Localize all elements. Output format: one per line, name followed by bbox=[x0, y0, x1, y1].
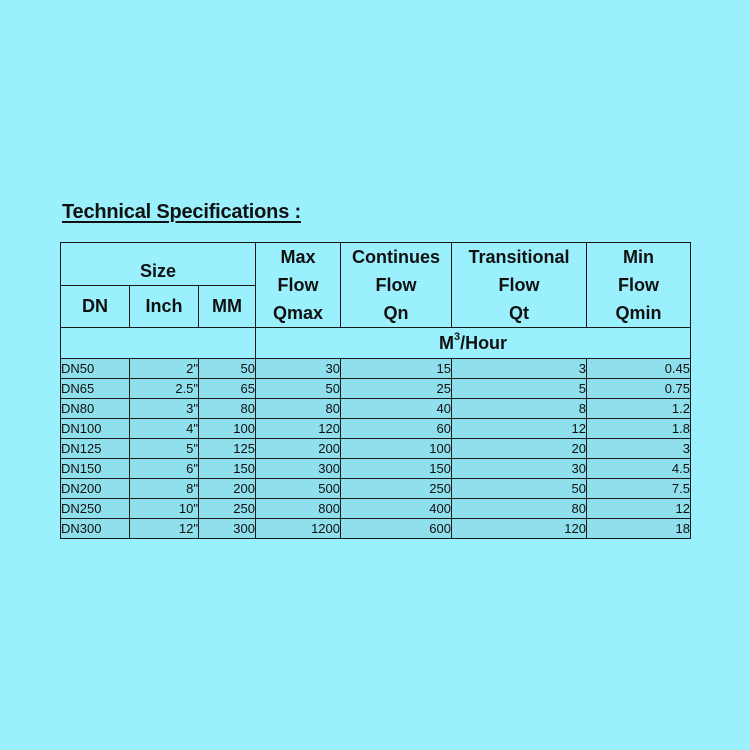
spec-table bbox=[60, 242, 691, 539]
cell-inch: 2" bbox=[130, 359, 199, 379]
cell-qn: 150 bbox=[341, 459, 452, 479]
cell-inch: 4" bbox=[130, 419, 199, 439]
cell-qmin: 0.75 bbox=[587, 379, 691, 399]
cell-qmax: 500 bbox=[256, 479, 341, 499]
cell-mm: 65 bbox=[199, 379, 256, 399]
cell-qt: 80 bbox=[452, 499, 587, 519]
cell-dn: DN250 bbox=[61, 499, 130, 519]
cell-mm: 100 bbox=[199, 419, 256, 439]
min-flow-header bbox=[587, 243, 691, 328]
max-flow-label-3: Qmax bbox=[272, 303, 324, 323]
max-flow-label-2: Flow bbox=[277, 275, 319, 295]
cell-inch: 8" bbox=[130, 479, 199, 499]
table-row bbox=[61, 499, 691, 519]
cell-dn: DN50 bbox=[61, 359, 130, 379]
inch-header: Inch bbox=[130, 285, 199, 328]
max-flow-header bbox=[256, 243, 341, 328]
cell-qt: 8 bbox=[452, 399, 587, 419]
cell-qt: 30 bbox=[452, 459, 587, 479]
cell-dn: DN65 bbox=[61, 379, 130, 399]
table-row bbox=[61, 439, 691, 459]
table-row bbox=[61, 519, 691, 539]
cell-mm: 50 bbox=[199, 359, 256, 379]
cell-qn: 100 bbox=[341, 439, 452, 459]
cell-qmin: 18 bbox=[587, 519, 691, 539]
unit-superscript: 3 bbox=[453, 330, 461, 343]
cell-qn: 400 bbox=[341, 499, 452, 519]
transitional-flow-label-1: Transitional bbox=[468, 247, 570, 267]
unit-blank-cell bbox=[61, 328, 256, 359]
cell-qmax: 120 bbox=[256, 419, 341, 439]
cell-qmin: 12 bbox=[587, 499, 691, 519]
cell-mm: 125 bbox=[199, 439, 256, 459]
transitional-flow-label-2: Flow bbox=[498, 275, 540, 295]
cell-qt: 120 bbox=[452, 519, 587, 539]
page-title: Technical Specifications : bbox=[62, 201, 301, 223]
unit-m: M bbox=[438, 332, 454, 353]
cell-dn: DN150 bbox=[61, 459, 130, 479]
cell-mm: 200 bbox=[199, 479, 256, 499]
cell-qmax: 80 bbox=[256, 399, 341, 419]
max-flow-label-1: Max bbox=[280, 247, 316, 267]
cell-qmax: 800 bbox=[256, 499, 341, 519]
table-row bbox=[61, 419, 691, 439]
cell-qmax: 1200 bbox=[256, 519, 341, 539]
size-header bbox=[61, 243, 256, 286]
cell-dn: DN200 bbox=[61, 479, 130, 499]
cell-mm: 80 bbox=[199, 399, 256, 419]
min-flow-label-2: Flow bbox=[618, 275, 659, 295]
cell-qmin: 0.45 bbox=[587, 359, 691, 379]
cell-qmin: 1.2 bbox=[587, 399, 691, 419]
cell-qmin: 7.5 bbox=[587, 479, 691, 499]
cell-inch: 10" bbox=[130, 499, 199, 519]
cell-inch: 6" bbox=[130, 459, 199, 479]
cell-qn: 600 bbox=[341, 519, 452, 539]
continues-flow-header bbox=[341, 243, 452, 328]
table-row bbox=[61, 399, 691, 419]
transitional-flow-header bbox=[452, 243, 587, 328]
cell-dn: DN80 bbox=[61, 399, 130, 419]
cell-qt: 5 bbox=[452, 379, 587, 399]
cell-qt: 3 bbox=[452, 359, 587, 379]
cell-inch: 12" bbox=[130, 519, 199, 539]
cell-qn: 15 bbox=[341, 359, 452, 379]
cell-qn: 40 bbox=[341, 399, 452, 419]
table-row bbox=[61, 459, 691, 479]
table-row bbox=[61, 379, 691, 399]
continues-flow-label-1: Continues bbox=[352, 247, 440, 267]
cell-dn: DN300 bbox=[61, 519, 130, 539]
cell-mm: 150 bbox=[199, 459, 256, 479]
size-label: Size bbox=[139, 260, 177, 281]
cell-qmax: 200 bbox=[256, 439, 341, 459]
mm-header: MM bbox=[199, 285, 256, 328]
cell-qt: 20 bbox=[452, 439, 587, 459]
cell-qn: 250 bbox=[341, 479, 452, 499]
cell-qmin: 4.5 bbox=[587, 459, 691, 479]
cell-mm: 250 bbox=[199, 499, 256, 519]
cell-qn: 25 bbox=[341, 379, 452, 399]
min-flow-label-3: Qmin bbox=[615, 303, 662, 323]
cell-qmin: 1.8 bbox=[587, 419, 691, 439]
min-flow-label-1: Min bbox=[623, 247, 654, 267]
dn-header: DN bbox=[61, 285, 130, 328]
cell-inch: 3" bbox=[130, 399, 199, 419]
cell-qmin: 3 bbox=[587, 439, 691, 459]
cell-qt: 50 bbox=[452, 479, 587, 499]
table-row bbox=[61, 479, 691, 499]
table-row bbox=[61, 359, 691, 379]
cell-qn: 60 bbox=[341, 419, 452, 439]
cell-qt: 12 bbox=[452, 419, 587, 439]
continues-flow-label-3: Qn bbox=[383, 303, 409, 323]
unit-header bbox=[256, 328, 691, 359]
transitional-flow-label-3: Qt bbox=[509, 303, 529, 323]
cell-inch: 5" bbox=[130, 439, 199, 459]
cell-dn: DN125 bbox=[61, 439, 130, 459]
continues-flow-label-2: Flow bbox=[375, 275, 417, 295]
cell-qmax: 50 bbox=[256, 379, 341, 399]
cell-dn: DN100 bbox=[61, 419, 130, 439]
unit-per-hour: /Hour bbox=[460, 332, 508, 353]
cell-qmax: 30 bbox=[256, 359, 341, 379]
cell-qmax: 300 bbox=[256, 459, 341, 479]
cell-inch: 2.5" bbox=[130, 379, 199, 399]
cell-mm: 300 bbox=[199, 519, 256, 539]
